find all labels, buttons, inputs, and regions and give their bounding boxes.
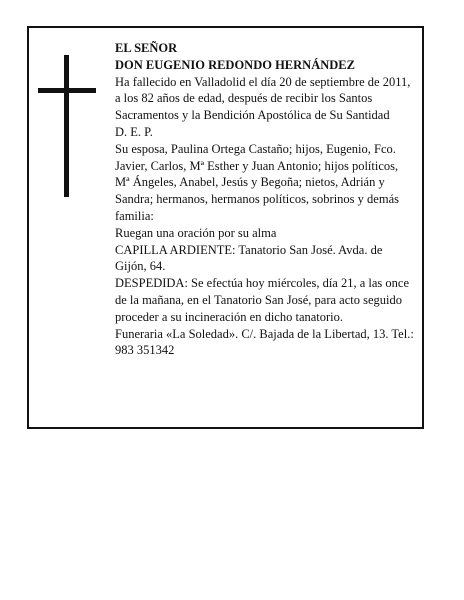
prayer-request: Ruegan una oración por su alma — [115, 225, 277, 240]
obituary-notice — [27, 26, 424, 429]
deceased-name: DON EUGENIO REDONDO HERNÁNDEZ — [115, 57, 355, 72]
cross-horizontal-bar — [38, 88, 96, 93]
cross-vertical-bar — [64, 55, 69, 197]
rest-in-peace: D. E. P. — [115, 124, 153, 139]
death-announcement: Ha fallecido en Valladolid el día 20 de septiembre de 2011, a los 82 años de edad, después de recibir los Santos Sacramentos y la Bendición Apostólica de Su Santidad — [115, 74, 411, 123]
notice-title: EL SEÑOR — [115, 41, 178, 55]
cross-icon — [38, 55, 96, 197]
farewell-info: DESPEDIDA: Se efectúa hoy miércoles, día 21, a las once de la mañana, en el Tanatorio San José, para acto seguido proceder a su incineración en dicho tanatorio. — [115, 276, 410, 324]
chapel-info: CAPILLA ARDIENTE: Tanatorio San José. Avda. de Gijón, 64. — [115, 242, 383, 274]
obituary-text — [115, 40, 415, 359]
family-list: Su esposa, Paulina Ortega Castaño; hijos, Eugenio, Fco. Javier, Carlos, Mª Esther y Juan Antonio; hijos políticos, Mª Ángeles, Anabel, Jesús y Begoña; nietos, Adrián y Sandra; hermanos, hermanos políticos, sobrinos y demás familia: — [115, 141, 399, 223]
funeral-home-info: Funeraria «La Soledad». C/. Bajada de la Libertad, 13. Tel.: 983 351342 — [115, 326, 414, 358]
